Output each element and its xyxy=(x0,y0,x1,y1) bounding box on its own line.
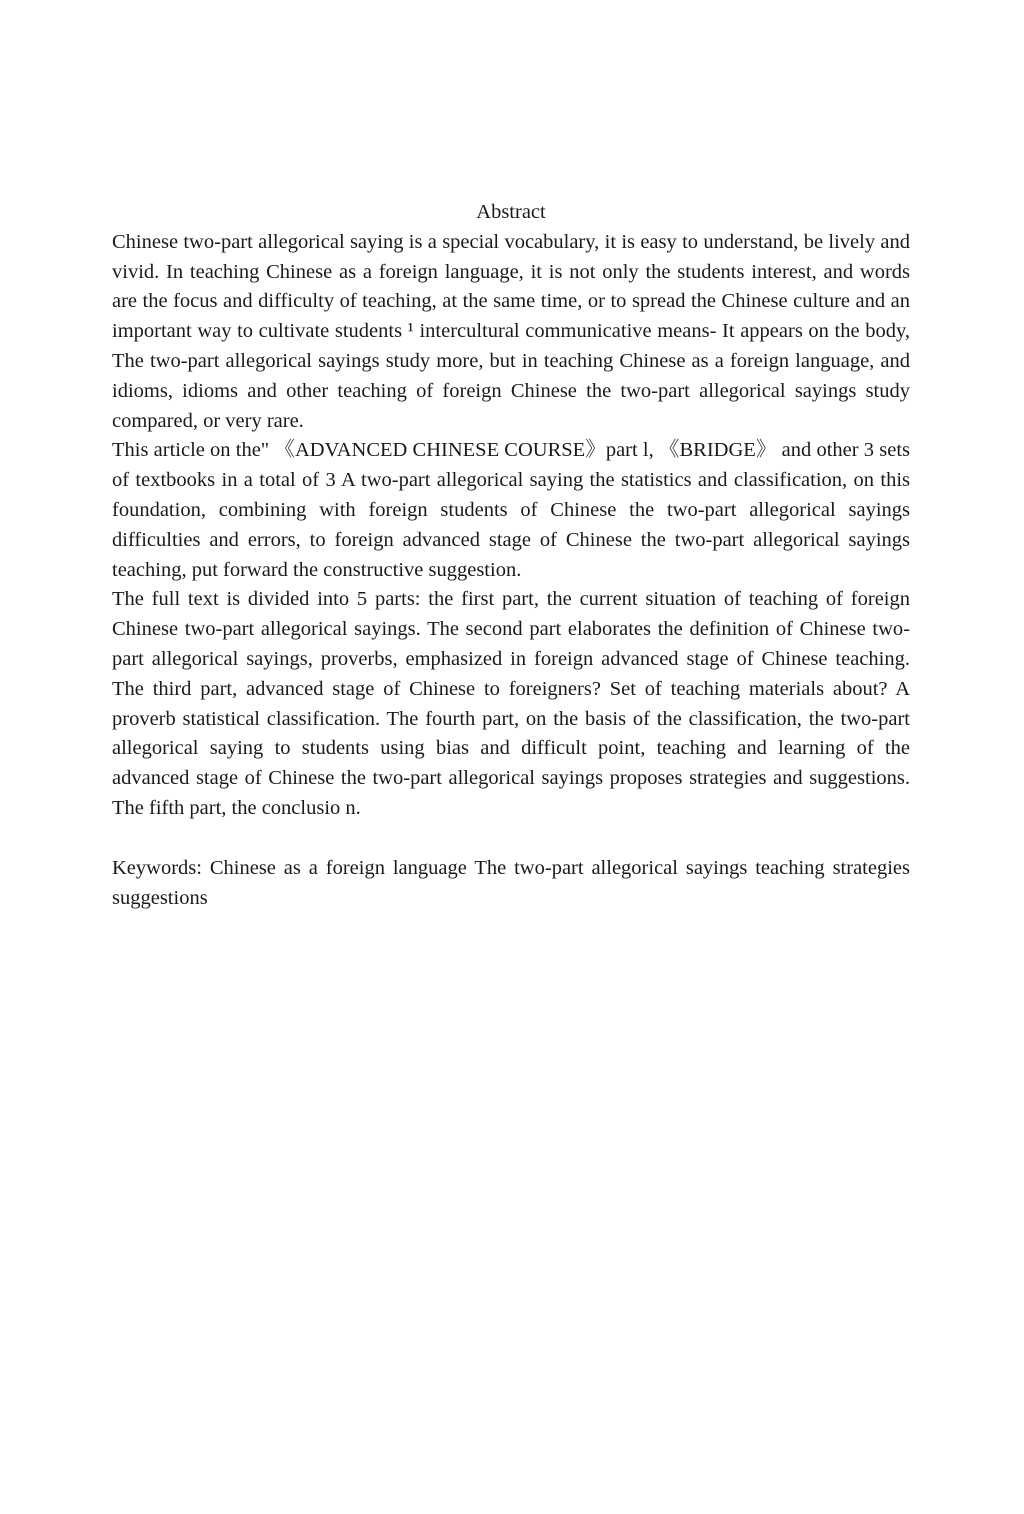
abstract-paragraph-2: This article on the" 《ADVANCED CHINESE COURSE》part l, 《BRIDGE》 and other 3 sets of textbooks in a total of 3 A two-part allegorical saying the statistics and classification, on this foundation, combining with foreign students of Chinese the two-part allegorical sayings difficulties and errors, to foreign advanced stage of Chinese the two-part allegorical sayings teaching, put forward the constructive suggestion. xyxy=(112,439,910,581)
keywords-line: Keywords: Chinese as a foreign language The two-part allegorical sayings teaching strategies suggestions xyxy=(112,856,910,909)
abstract-paragraph-3: The full text is divided into 5 parts: the first part, the current situation of teaching of foreign Chinese two-part allegorical sayings. The second part elaborates the definition of Chinese two-part allegorical sayings, proverbs, emphasized in foreign advanced stage of Chinese teaching. The third part, advanced stage of Chinese to foreigners? Set of teaching materials about? A proverb statistical classification. The fourth part, on the basis of the classification, the two-part allegorical saying to students using bias and difficult point, teaching and learning of the advanced stage of Chinese the two-part allegorical sayings proposes strategies and suggestions. The fifth part, the conclusio n. xyxy=(112,588,910,819)
abstract-heading: Abstract xyxy=(476,201,546,223)
abstract-section xyxy=(112,198,910,913)
abstract-paragraph-1: Chinese two-part allegorical saying is a special vocabulary, it is easy to understand, be lively and vivid. In teaching Chinese as a foreign language, it is not only the students interest, and words are the focus and difficulty of teaching, at the same time, or to spread the Chinese culture and an important way to cultivate students ¹ intercultural communicative means- It appears on the body, The two-part allegorical sayings study more, but in teaching Chinese as a foreign language, and idioms, idioms and other teaching of foreign Chinese the two-part allegorical sayings study compared, or very rare. xyxy=(112,230,910,432)
